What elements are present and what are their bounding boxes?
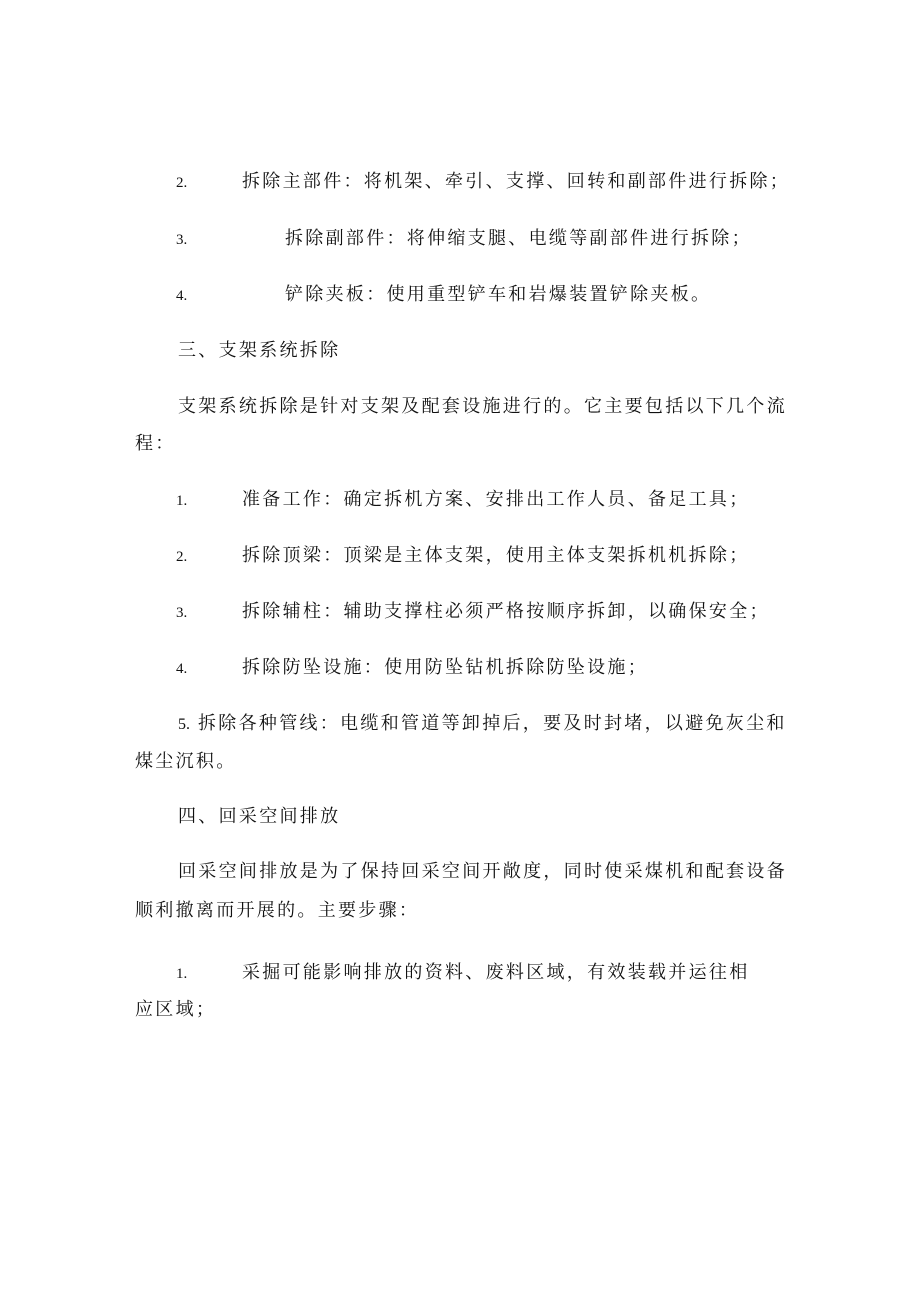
step-text: 拆除辅柱：辅助支撑柱必须严格按顺序拆卸，以确保安全；	[242, 601, 770, 622]
paragraph-line: 程：	[135, 433, 176, 454]
paragraph-line: 煤尘沉积。	[135, 751, 237, 772]
step-text: 拆除防坠设施：使用防坠钻机拆除防坠设施；	[242, 657, 648, 678]
section-heading: 三、支架系统拆除	[178, 340, 341, 361]
step-number: 1.	[176, 493, 188, 509]
paragraph-line: 回采空间排放是为了保持回采空间开敞度，同时使采煤机和配套设备	[178, 861, 787, 882]
step-number: 4.	[176, 661, 188, 677]
step-number: 3.	[176, 605, 188, 621]
item-text: 铲除夹板：使用重型铲车和岩爆装置铲除夹板。	[285, 284, 712, 305]
step-number: 1.	[176, 966, 188, 982]
item-text: 拆除副部件：将伸缩支腿、电缆等副部件进行拆除；	[285, 228, 752, 249]
step-text: 拆除各种管线：电缆和管道等卸掉后，要及时封堵，以避免灰尘和	[198, 713, 787, 734]
step-number: 5.	[178, 716, 190, 733]
step-five-line	[178, 712, 787, 737]
paragraph-line: 顺利撤离而开展的。主要步骤：	[135, 900, 420, 921]
item-number: 4.	[176, 288, 188, 304]
item-text: 拆除主部件：将机架、牵引、支撑、回转和副部件进行拆除；	[242, 171, 791, 192]
step-number: 2.	[176, 549, 188, 565]
step-text: 拆除顶梁：顶梁是主体支架，使用主体支架拆机机拆除；	[242, 545, 750, 566]
step-text: 采掘可能影响排放的资料、废料区域，有效装载并运往相	[242, 962, 750, 983]
paragraph-line: 支架系统拆除是针对支架及配套设施进行的。它主要包括以下几个流	[178, 396, 787, 417]
step-text: 准备工作：确定拆机方案、安排出工作人员、备足工具；	[242, 489, 750, 510]
item-number: 2.	[176, 175, 188, 191]
item-number: 3.	[176, 232, 188, 248]
paragraph-line: 应区域；	[135, 999, 217, 1020]
section-heading: 四、回采空间排放	[178, 806, 341, 827]
